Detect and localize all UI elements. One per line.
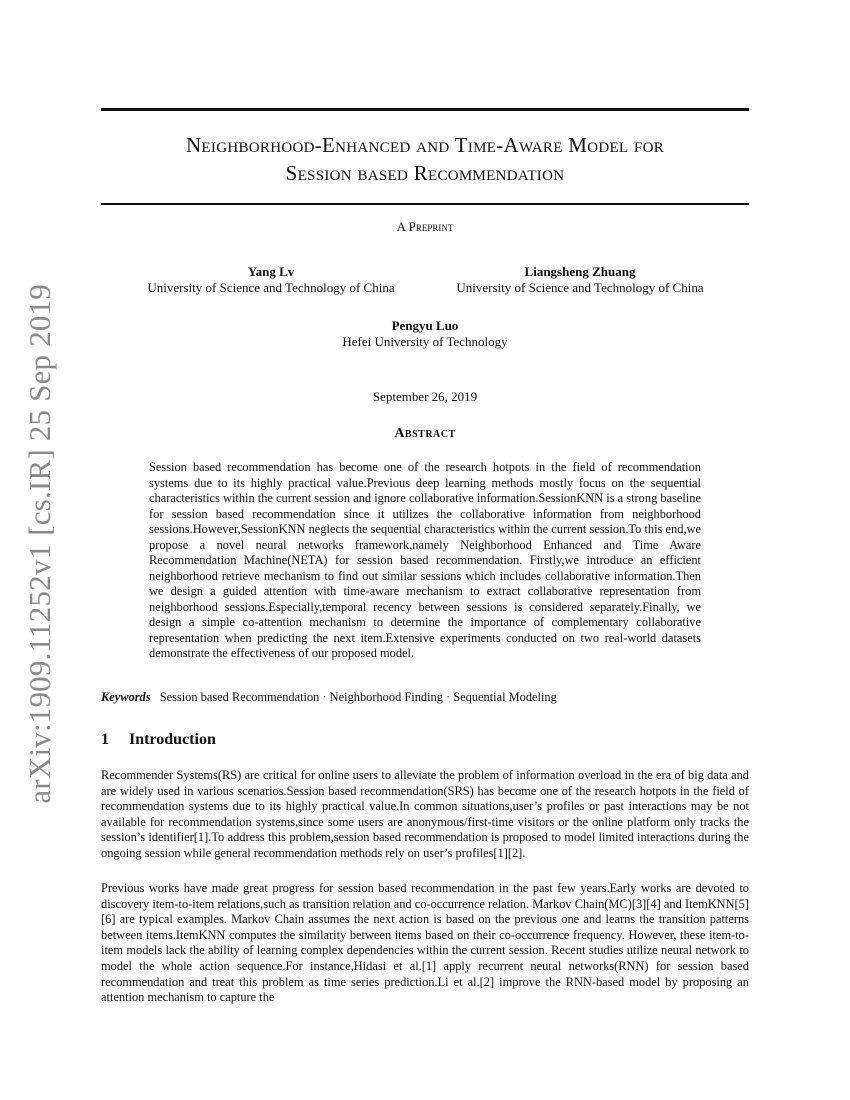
paragraph: Recommender Systems(RS) are critical for online users to alleviate the problem of information overload in the era of big data and are widely used in various scenarios.Session based recommendation(SRS) has become one of the research hotpots in the field of recommendation systems due to its highly practical value.In common situations,user’s profiles or past interactions may be not available for recommendation systems,since some users are anonymous/first-time visitors or the online platform only tracks the session’s identifier[1].To address this problem,session based recommendation is proposed to model limited interactions during the ongoing session while general recommendation methods rely on user’s profiles[1][2]. [101,768,749,860]
title-bottom-rule [101,203,749,205]
section-number: 1 [101,731,109,748]
preprint-label: A Preprint [396,219,454,234]
author-affiliation: Hefei University of Technology [342,334,508,349]
arxiv-identifier-text: arXiv:1909.11252v1 [cs.IR] 25 Sep 2019 [22,284,57,804]
title-top-rule [101,108,749,111]
author-name: Liangsheng Zhuang [524,264,636,279]
author-block [440,264,720,296]
author-affiliation: University of Science and Technology of China [456,280,704,295]
publication-date: September 26, 2019 [372,389,478,404]
abstract-body: Session based recommendation has become one of the research hotpots in the field of recommendation systems due to its highly practical value.Previous deep learning methods mostly focus on the sequential characteristics within the current session and ignore collaborative information.SessionKNN is a strong baseline for session based recommendation since it utilizes the collaborative information from neighborhood sessions.However,SessionKNN neglects the sequential characteristics within the current session.To this end,we propose a novel neural networks framework,namely Neighborhood Enhanced and Time Aware Recommendation Machine(NETA) for session based recommendation. Firstly,we introduce an efficient neighborhood retrieve mechanism to find out similar sessions which includes collaborative information.Then we design a guided attention with time-aware mechanism to extract collaborative representation from neighborhood sessions.Especially,temporal recency between sessions is considered separately.Finally, we design a simple co-attention mechanism to determine the importance of complementary collaborative representation when predicting the next item.Extensive experiments conducted on two real-world datasets demonstrate the effectiveness of our proposed model. [149,460,701,660]
author-block [121,264,421,296]
keywords-label: Keywords [101,690,151,704]
author-affiliation: University of Science and Technology of China [147,280,395,295]
paragraph: Previous works have made great progress for session based recommendation in the past few years.Early works are devoted to discovery item-to-item relations,such as transition relation and co-occurrence relation. Markov Chain(MC)[3][4] and ItemKNN[5][6] are typical examples. Markov Chain assumes the next action is based on the previous one and learns the transition patterns between items.ItemKNN computes the similarity between items based on their co-occurrence frequency. However, these item-to-item models lack the ability of learning complex dependencies within the current session. Recent studies utilize neural network to model the whole action sequence.For instance,Hidasi et al.[1] apply recurrent neural networks(RNN) for session based recommendation and treat this problem as time series prediction.Li et al.[2] improve the RNN-based model by proposing an attention mechanism to capture the [101,881,749,1005]
title-line-1: Neighborhood-Enhanced and Time-Aware Model for [185,133,665,157]
title-line-2: Session based Recommendation [285,161,565,185]
paper-title [101,131,749,187]
abstract-heading: Abstract [394,426,456,441]
section-title: Introduction [129,731,216,748]
keywords-list: Session based Recommendation · Neighborhood Finding · Sequential Modeling [159,690,557,704]
author-name: Yang Lv [247,264,295,279]
section-heading [101,731,749,749]
arxiv-identifier [16,284,64,804]
author-name: Pengyu Luo [391,318,459,333]
keywords-line [101,690,749,705]
author-block [275,318,575,350]
